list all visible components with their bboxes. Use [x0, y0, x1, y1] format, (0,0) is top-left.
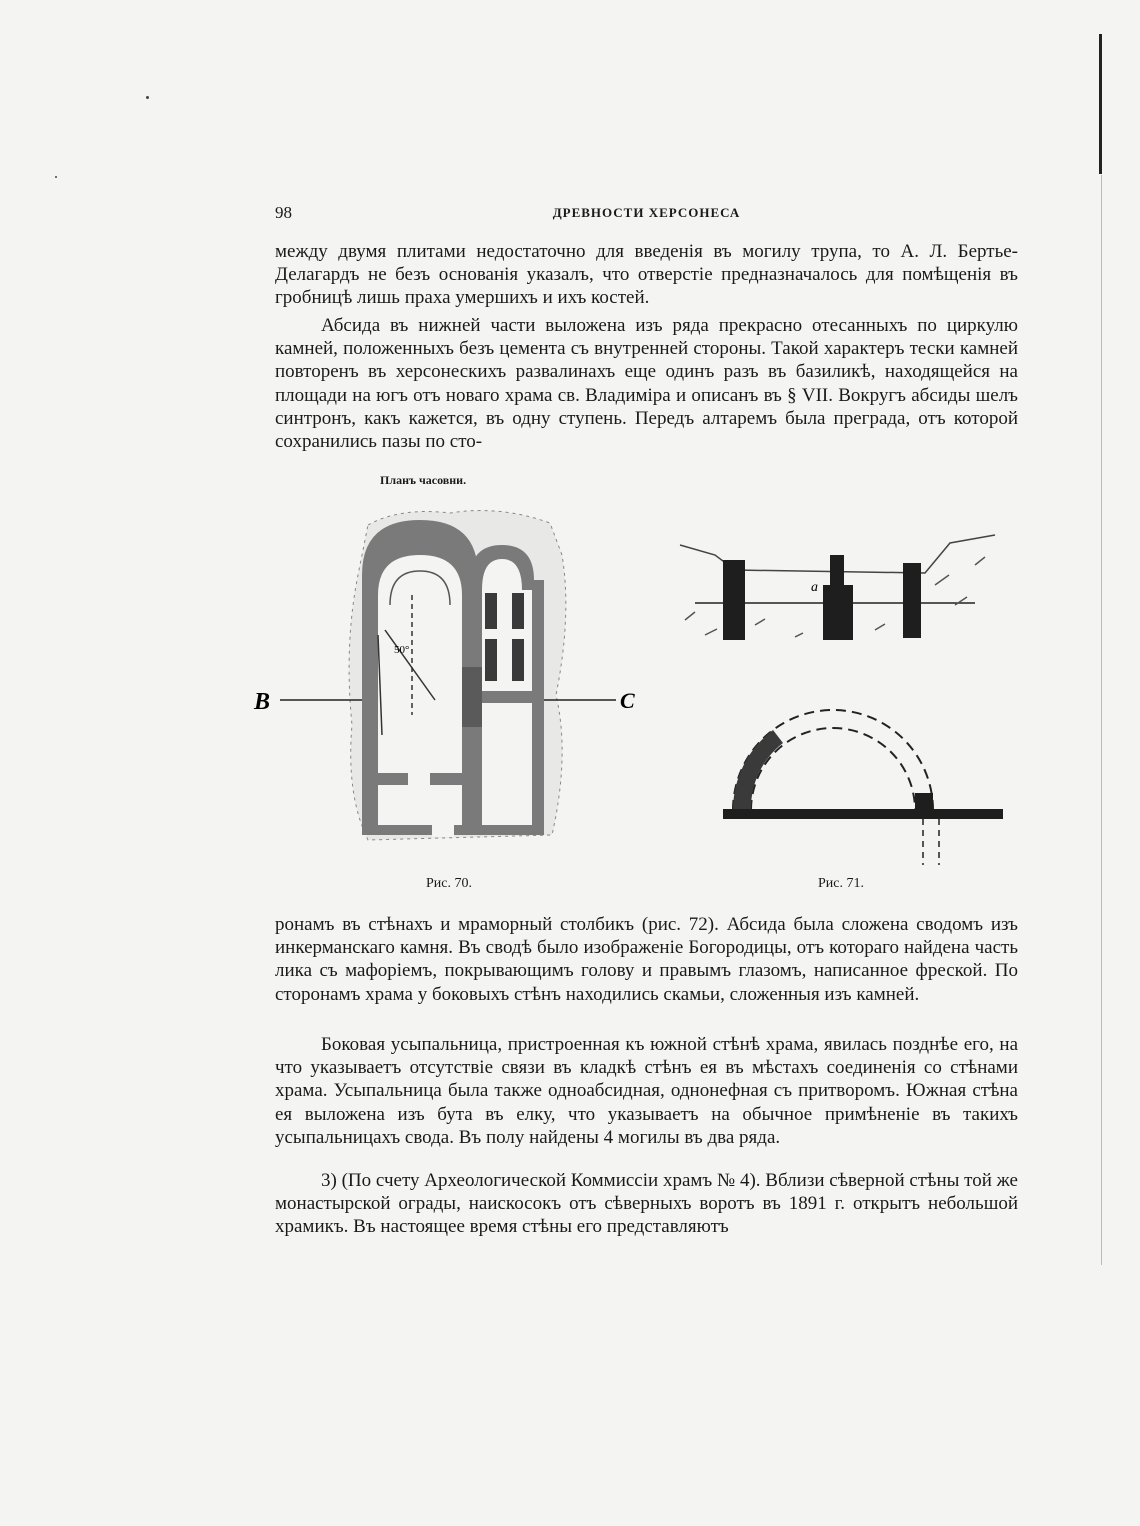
page-number: 98	[275, 203, 292, 222]
chapel-nave	[378, 555, 462, 773]
tomb	[485, 639, 497, 681]
paragraph-3: ронамъ въ стѣнахъ и мраморный столбикъ (рис. 72). Абсида была сложена сводомъ изъ инкерманскаго камня. Въ сводѣ было изображеніе Богородицы, отъ котораго найдена часть лика съ мафоріемъ, покрывающимъ голову и правымъ глазомъ, написанное фреской. По сторонамъ храма у боковыхъ стѣнъ находились скамьи, сложенныя изъ камней.	[275, 914, 1018, 1005]
paragraph-2: Абсида въ нижней части выложена изъ ряда прекрасно отесанныхъ по циркулю камней, положенныхъ безъ цемента съ внутренней стороны. Такой характеръ тески камней повторенъ въ херсонескихъ развалинахъ еще одинъ разъ въ базиликѣ, находящейся на площади на югъ отъ новаго храма св. Владиміра и описанъ въ § VII. Вокругъ абсиды шелъ синтронъ, какъ кажется, въ одну ступень. Передъ алтаремъ была преграда, отъ которой сохранились пазы по сто-	[275, 315, 1018, 453]
page-edge-shadow	[1101, 175, 1102, 1265]
figure-71-caption: Рис. 71.	[818, 876, 864, 891]
section-label-b: B	[254, 689, 271, 715]
paragraph-4: Боковая усыпальница, пристроенная къ южной стѣнѣ храма, явилась позднѣе его, на что указываетъ отсутствіе связи въ кладкѣ стѣнъ ея въ мѣстахъ соединенія со стѣнами храма. Усыпальница была также одноабсидная, однонефная съ притворомъ. Южная стѣна ея выложена изъ бута въ елку, что указываетъ на обычное примѣненіе въ такихъ усыпальницахъ свода. Въ полу найдены 4 могилы въ два ряда.	[275, 1034, 1018, 1148]
apse-base-wall	[723, 809, 1003, 819]
marker-a: a	[811, 580, 818, 595]
header-title: ДРЕВНОСТИ ХЕРСОНЕСА	[552, 205, 741, 220]
scan-speck	[55, 176, 57, 178]
apse-end-block	[915, 793, 933, 811]
wall-section-right	[903, 563, 921, 638]
dividing-wall	[462, 667, 482, 727]
figure-70-title: Планъ часовни.	[380, 473, 467, 487]
figure-71-section	[675, 525, 1025, 870]
paragraph-1: между двумя плитами недостаточно для введенія въ могилу трупа, то А. Л. Бертье-Делагардъ не безъ основанія указалъ, что отверстіе предназначалось для помѣщенія въ гробницѣ лишь праха умершихъ и ихъ костей.	[275, 241, 1018, 309]
cross-wall	[482, 691, 532, 703]
angle-label: 50°	[394, 644, 410, 656]
chapel-narthex	[378, 785, 462, 825]
figure-70-caption: Рис. 70.	[426, 876, 472, 891]
tomb	[512, 639, 524, 681]
wall-section-middle-base	[823, 585, 853, 640]
section-label-c: C	[620, 688, 635, 713]
tomb	[512, 593, 524, 629]
paragraph-5: 3) (По счету Археологической Коммиссіи храмъ № 4). Вблизи сѣверной стѣны той же монастырской ограды, наискосокъ отъ сѣверныхъ воротъ въ 1891 г. открытъ небольшой храмикъ. Въ настоящее время стѣны его представляютъ	[275, 1170, 1018, 1238]
chapel-entrance	[432, 823, 454, 837]
figure-70-plan	[250, 495, 650, 865]
tomb	[485, 593, 497, 629]
running-head	[275, 203, 1018, 225]
scan-speck	[146, 96, 149, 99]
page-edge	[1099, 34, 1102, 174]
wall-section-left	[723, 560, 745, 640]
chapel-doorway	[408, 771, 430, 787]
